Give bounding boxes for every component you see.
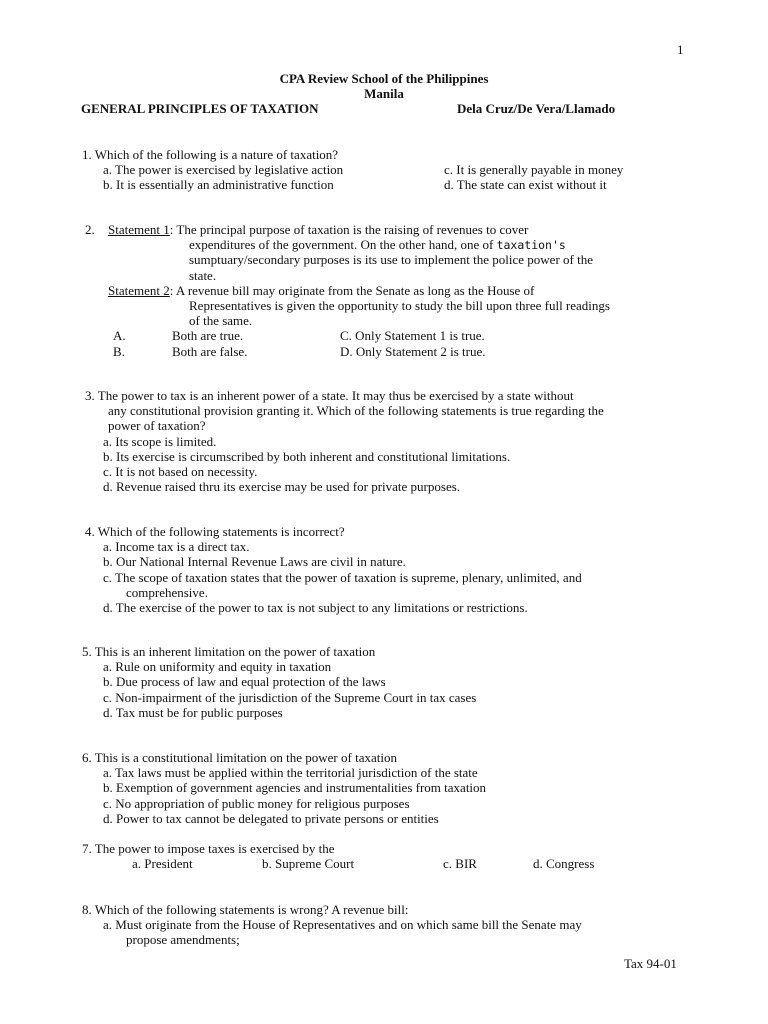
school-city: Manila	[364, 86, 404, 101]
question-5-option-c: c. Non-impairment of the jurisdiction of the Supreme Court in tax cases	[103, 689, 477, 705]
question-6-stem: 6. This is a constitutional limitation on the power of taxation	[82, 750, 397, 765]
question-2-option-a: Both are true.	[172, 328, 244, 344]
question-7	[82, 841, 722, 871]
question-4-stem: 4. Which of the following statements is incorrect?	[85, 524, 345, 539]
question-3-option-c: c. It is not based on necessity.	[103, 463, 258, 479]
school-name: CPA Review School of the Philippines	[279, 71, 489, 86]
question-1-option-b: b. It is essentially an administrative function	[103, 177, 334, 193]
question-4	[85, 524, 725, 615]
question-5-stem: 5. This is an inherent limitation on the power of taxation	[82, 644, 376, 659]
document-authors: Dela Cruz/De Vera/Llamado	[457, 101, 616, 116]
question-5	[82, 644, 722, 720]
question-1-stem: 1. Which of the following is a nature of taxation?	[82, 147, 339, 162]
question-8-option-a-line-1: a. Must originate from the House of Representatives and on which same bill the Senate may	[103, 917, 582, 933]
question-7-stem: 7. The power to impose taxes is exercised by the	[82, 841, 335, 856]
question-3-option-d: d. Revenue raised thru its exercise may be used for private purposes.	[103, 479, 461, 495]
question-3-stem-line-1: 3. The power to tax is an inherent power of a state. It may thus be exercised by a state without	[85, 388, 574, 403]
question-2	[85, 222, 725, 359]
question-6-option-d: d. Power to tax cannot be delegated to private persons or entities	[103, 810, 439, 826]
question-2-option-d: D. Only Statement 2 is true.	[340, 343, 486, 359]
question-7-option-c: c. BIR	[443, 856, 477, 872]
question-2-option-c: C. Only Statement 1 is true.	[340, 328, 485, 344]
statement-1-line-3: sumptuary/secondary purposes is its use to implement the police power of the	[189, 252, 593, 268]
question-2-option-b-letter: B.	[113, 343, 125, 359]
question-1	[82, 147, 722, 193]
question-7-option-b: b. Supreme Court	[262, 856, 355, 872]
question-6-option-b: b. Exemption of government agencies and instrumentalities from taxation	[103, 780, 487, 796]
statement-2-line-2: Representatives is given the opportunity to study the bill upon three full readings	[189, 297, 610, 313]
statement-2-label: Statement 2	[108, 282, 170, 298]
question-5-option-a: a. Rule on uniformity and equity in taxation	[103, 659, 332, 675]
document-subject: GENERAL PRINCIPLES OF TAXATION	[81, 101, 319, 116]
question-8-option-a-line-2: propose amendments;	[126, 932, 240, 948]
question-3-option-b: b. Its exercise is circumscribed by both inherent and constitutional limitations.	[103, 448, 511, 464]
statement-1-line-2-emphasis: taxation's	[496, 238, 566, 253]
question-4-option-d: d. The exercise of the power to tax is not subject to any limitations or restrictions.	[103, 599, 528, 615]
question-8-stem: 8. Which of the following statements is wrong? A revenue bill:	[82, 902, 409, 917]
question-3-stem-line-2: any constitutional provision granting it. Which of the following statements is true regarding the	[108, 403, 604, 419]
question-7-option-a: a. President	[132, 856, 193, 872]
question-3-option-a: a. Its scope is limited.	[103, 433, 217, 449]
question-2-number: 2.	[85, 222, 95, 237]
question-4-option-c-line-1: c. The scope of taxation states that the power of taxation is supreme, plenary, unlimited, and	[103, 569, 582, 585]
question-1-option-d: d. The state can exist without it	[444, 177, 607, 193]
question-3-stem-line-3: power of taxation?	[108, 418, 206, 434]
question-6-option-a: a. Tax laws must be applied within the territorial jurisdiction of the state	[103, 765, 478, 781]
question-4-option-c-line-2: comprehensive.	[126, 584, 208, 600]
statement-1-line-2: expenditures of the government. On the other hand, one of	[189, 237, 497, 253]
question-5-option-d: d. Tax must be for public purposes	[103, 704, 283, 720]
question-6	[82, 750, 722, 826]
statement-2-line-3: of the same.	[189, 313, 253, 329]
question-6-option-c: c. No appropriation of public money for religious purposes	[103, 795, 410, 811]
question-2-option-a-letter: A.	[113, 328, 126, 344]
question-2-option-b: Both are false.	[172, 343, 248, 359]
statement-1-line-4: state.	[189, 267, 217, 283]
question-3	[85, 388, 725, 494]
statement-1-line-1: : The principal purpose of taxation is the raising of revenues to cover	[169, 222, 529, 237]
question-7-option-d: d. Congress	[533, 856, 595, 872]
page-number: 1	[677, 42, 684, 57]
question-5-option-b: b. Due process of law and equal protection of the laws	[103, 674, 386, 690]
question-1-option-c: c. It is generally payable in money	[444, 162, 624, 178]
question-4-option-a: a. Income tax is a direct tax.	[103, 539, 250, 555]
statement-2-line-1: : A revenue bill may originate from the Senate as long as the House of	[169, 282, 535, 298]
question-1-option-a: a. The power is exercised by legislative action	[103, 162, 344, 178]
question-8	[82, 902, 722, 948]
statement-1-label: Statement 1	[108, 222, 170, 237]
page-footer-code: Tax 94-01	[624, 956, 677, 971]
question-4-option-b: b. Our National Internal Revenue Laws are civil in nature.	[103, 554, 406, 570]
